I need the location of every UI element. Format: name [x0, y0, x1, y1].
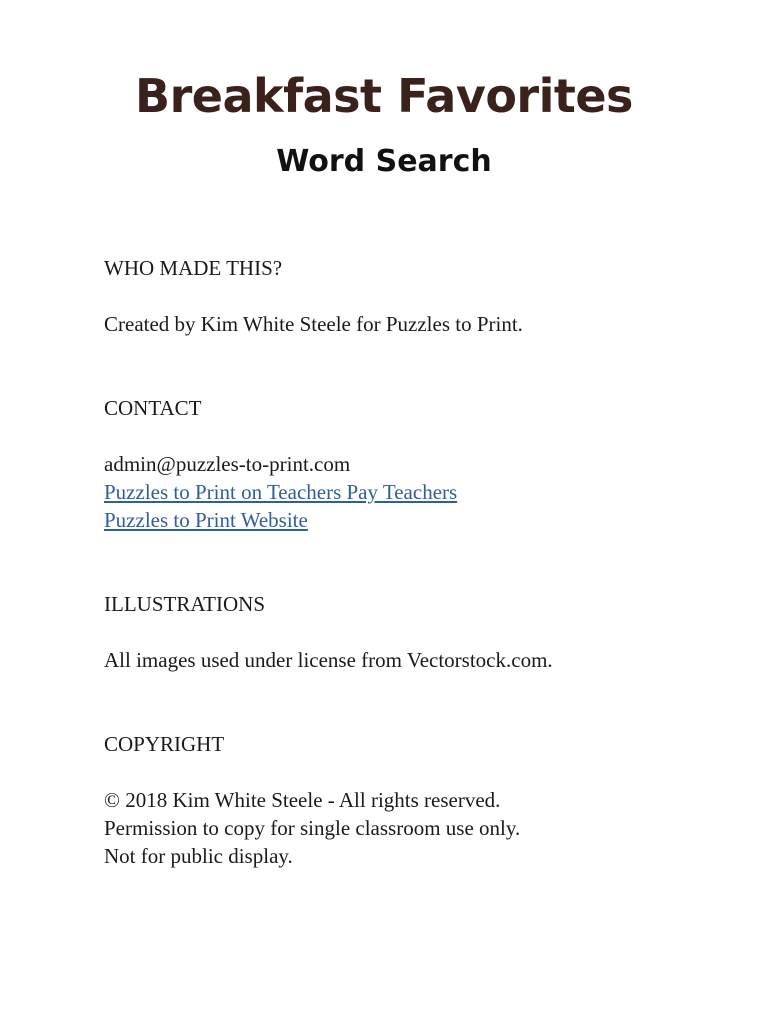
copyright-heading: COPYRIGHT [104, 732, 225, 756]
contact-email: admin@puzzles-to-print.com [104, 452, 351, 476]
contact-heading: CONTACT [104, 396, 202, 420]
who-heading: WHO MADE THIS? [104, 256, 283, 280]
website-link[interactable]: Puzzles to Print Website [104, 508, 308, 532]
copyright-line-1: © 2018 Kim White Steele - All rights reserved. [104, 788, 501, 812]
who-text: Created by Kim White Steele for Puzzles to Print. [104, 312, 523, 336]
illustrations-text: All images used under license from Vectorstock.com. [104, 648, 553, 672]
copyright-line-3: Not for public display. [104, 844, 293, 868]
page-subtitle: Word Search [276, 144, 492, 179]
tpt-link[interactable]: Puzzles to Print on Teachers Pay Teachers [104, 480, 458, 504]
credits-content [104, 254, 704, 870]
copyright-line-2: Permission to copy for single classroom use only. [104, 816, 521, 840]
page-title: Breakfast Favorites [135, 69, 633, 123]
illustrations-heading: ILLUSTRATIONS [104, 592, 265, 616]
